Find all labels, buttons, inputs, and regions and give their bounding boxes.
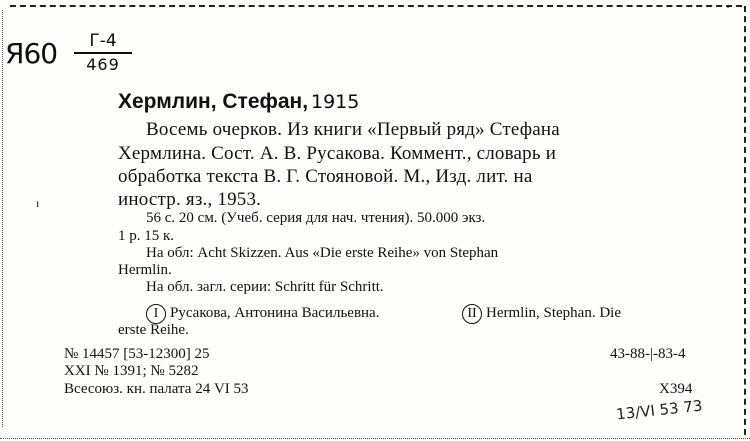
card-top-border	[10, 5, 742, 8]
card-right-border	[744, 6, 746, 435]
description-line-1: Восемь очерков. Из книги «Первый ряд» Стефана	[146, 119, 560, 140]
registry-number: № 14457 [53-12300] 25	[64, 346, 210, 362]
book-chamber-line: Всесоюз. кн. палата 24 VI 53	[64, 381, 249, 397]
author-birth-year: 1915	[311, 91, 360, 113]
tracing-entry-1: Русакова, Антонина Васильевна.	[170, 305, 380, 321]
tracing-marker-1: I	[146, 304, 166, 324]
shelfmark-fraction-bottom: 469	[86, 55, 120, 74]
card-order-number: 43-88-|-83-4	[610, 346, 686, 362]
collation-line-1: 56 с. 20 см. (Учеб. серия для нач. чтения). 50.000 экз.	[146, 210, 486, 226]
registry-series: XXI № 1391; № 5282	[64, 363, 199, 379]
description-line-3: обработка текста В. Г. Стояновой. М., Изд. лит. на	[118, 166, 533, 187]
tracing-1	[146, 304, 379, 324]
series-title-note: На обл. загл. серии: Schritt für Schritt.	[146, 279, 384, 295]
tracing-entry-2-continued: erste Reihe.	[118, 322, 189, 338]
tracing-2	[462, 304, 621, 324]
handwritten-date-stamp: 13/VI 53 73	[615, 396, 704, 424]
shelfmark-fraction	[74, 32, 132, 74]
margin-mark: ı	[36, 196, 40, 210]
collation-line-2: 1 р. 15 к.	[118, 228, 175, 244]
card-left-border	[2, 10, 3, 427]
fraction-bar	[74, 52, 132, 54]
corner-mark: ·	[726, 0, 730, 14]
shelfmark-code: Я60	[5, 37, 58, 70]
card-bottom-border	[0, 438, 750, 439]
cover-note-line-2: Hermlin.	[118, 262, 172, 278]
tracing-entry-2: Hermlin, Stephan. Die	[486, 305, 621, 321]
classification-code: Х394	[659, 381, 693, 397]
description-line-2: Хермлина. Сост. А. В. Русакова. Коммент., словарь и	[118, 143, 557, 164]
shelfmark-fraction-top: Г-4	[89, 31, 117, 51]
tracing-marker-2: II	[462, 304, 482, 324]
cover-note-line-1: На обл: Acht Skizzen. Aus «Die erste Reihe» von Stephan	[146, 245, 499, 261]
author-heading: Хермлин, Стефан,	[118, 90, 309, 113]
description-line-4: иностр. яз., 1953.	[118, 189, 262, 210]
